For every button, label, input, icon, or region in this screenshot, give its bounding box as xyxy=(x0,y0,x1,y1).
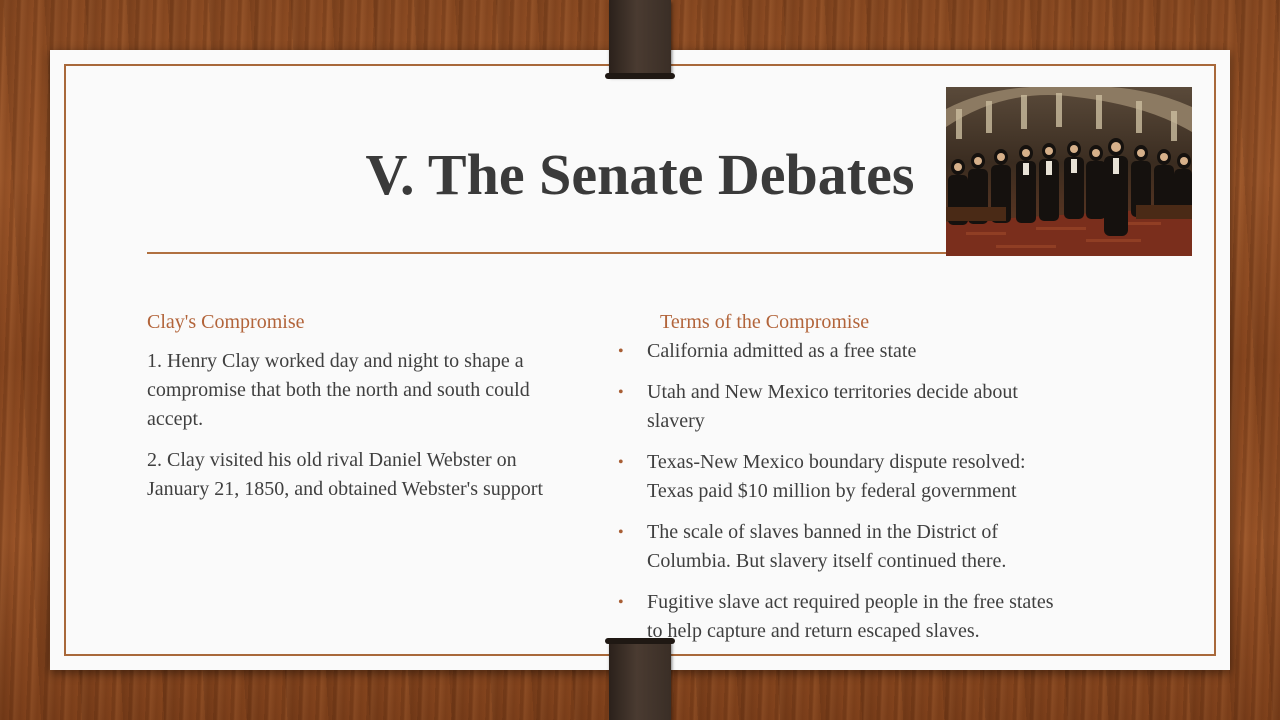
paragraph-line: 2. Clay visited his old rival Daniel Webster on xyxy=(147,449,517,471)
senate-painting-graphic xyxy=(946,87,1192,256)
bullet-icon: • xyxy=(618,343,624,360)
bullet-icon: • xyxy=(618,454,624,471)
paragraph-line: accept. xyxy=(147,408,204,430)
list-item xyxy=(618,588,1158,646)
paragraph-line: compromise that both the north and south could xyxy=(147,379,530,401)
list-item-line: California admitted as a free state xyxy=(647,340,917,362)
paragraph-1 xyxy=(147,347,627,434)
slide-title: V. The Senate Debates xyxy=(365,142,915,207)
binder-clip-top-lip xyxy=(605,73,675,79)
list-item-line: Texas-New Mexico boundary dispute resolved: xyxy=(647,451,1026,473)
list-item-line: slavery xyxy=(647,410,705,432)
list-item-line: Columbia. But slavery itself continued there. xyxy=(647,550,1007,572)
list-item-line: The scale of slaves banned in the District of xyxy=(647,521,998,543)
list-item xyxy=(618,378,1158,436)
title-underline xyxy=(147,252,947,254)
terms-heading: Terms of the Compromise xyxy=(660,311,870,333)
clays-compromise-heading: Clay's Compromise xyxy=(147,311,305,333)
paragraph-2 xyxy=(147,446,627,504)
list-item-line: Texas paid $10 million by federal government xyxy=(647,480,1017,502)
bullet-icon: • xyxy=(618,524,624,541)
list-item-line: Utah and New Mexico territories decide about xyxy=(647,381,1018,403)
clays-compromise-body xyxy=(147,347,627,516)
list-item-line: to help capture and return escaped slaves. xyxy=(647,620,980,642)
list-item xyxy=(618,448,1158,506)
list-item-line: Fugitive slave act required people in the free states xyxy=(647,591,1054,613)
list-item xyxy=(618,337,1158,366)
paragraph-line: January 21, 1850, and obtained Webster's support xyxy=(147,478,543,500)
bullet-icon: • xyxy=(618,594,624,611)
list-item xyxy=(618,518,1158,576)
binder-clip-top xyxy=(609,0,671,76)
terms-list xyxy=(618,337,1158,658)
senate-painting-image xyxy=(946,87,1192,256)
bullet-icon: • xyxy=(618,384,624,401)
paragraph-line: 1. Henry Clay worked day and night to shape a xyxy=(147,350,524,372)
